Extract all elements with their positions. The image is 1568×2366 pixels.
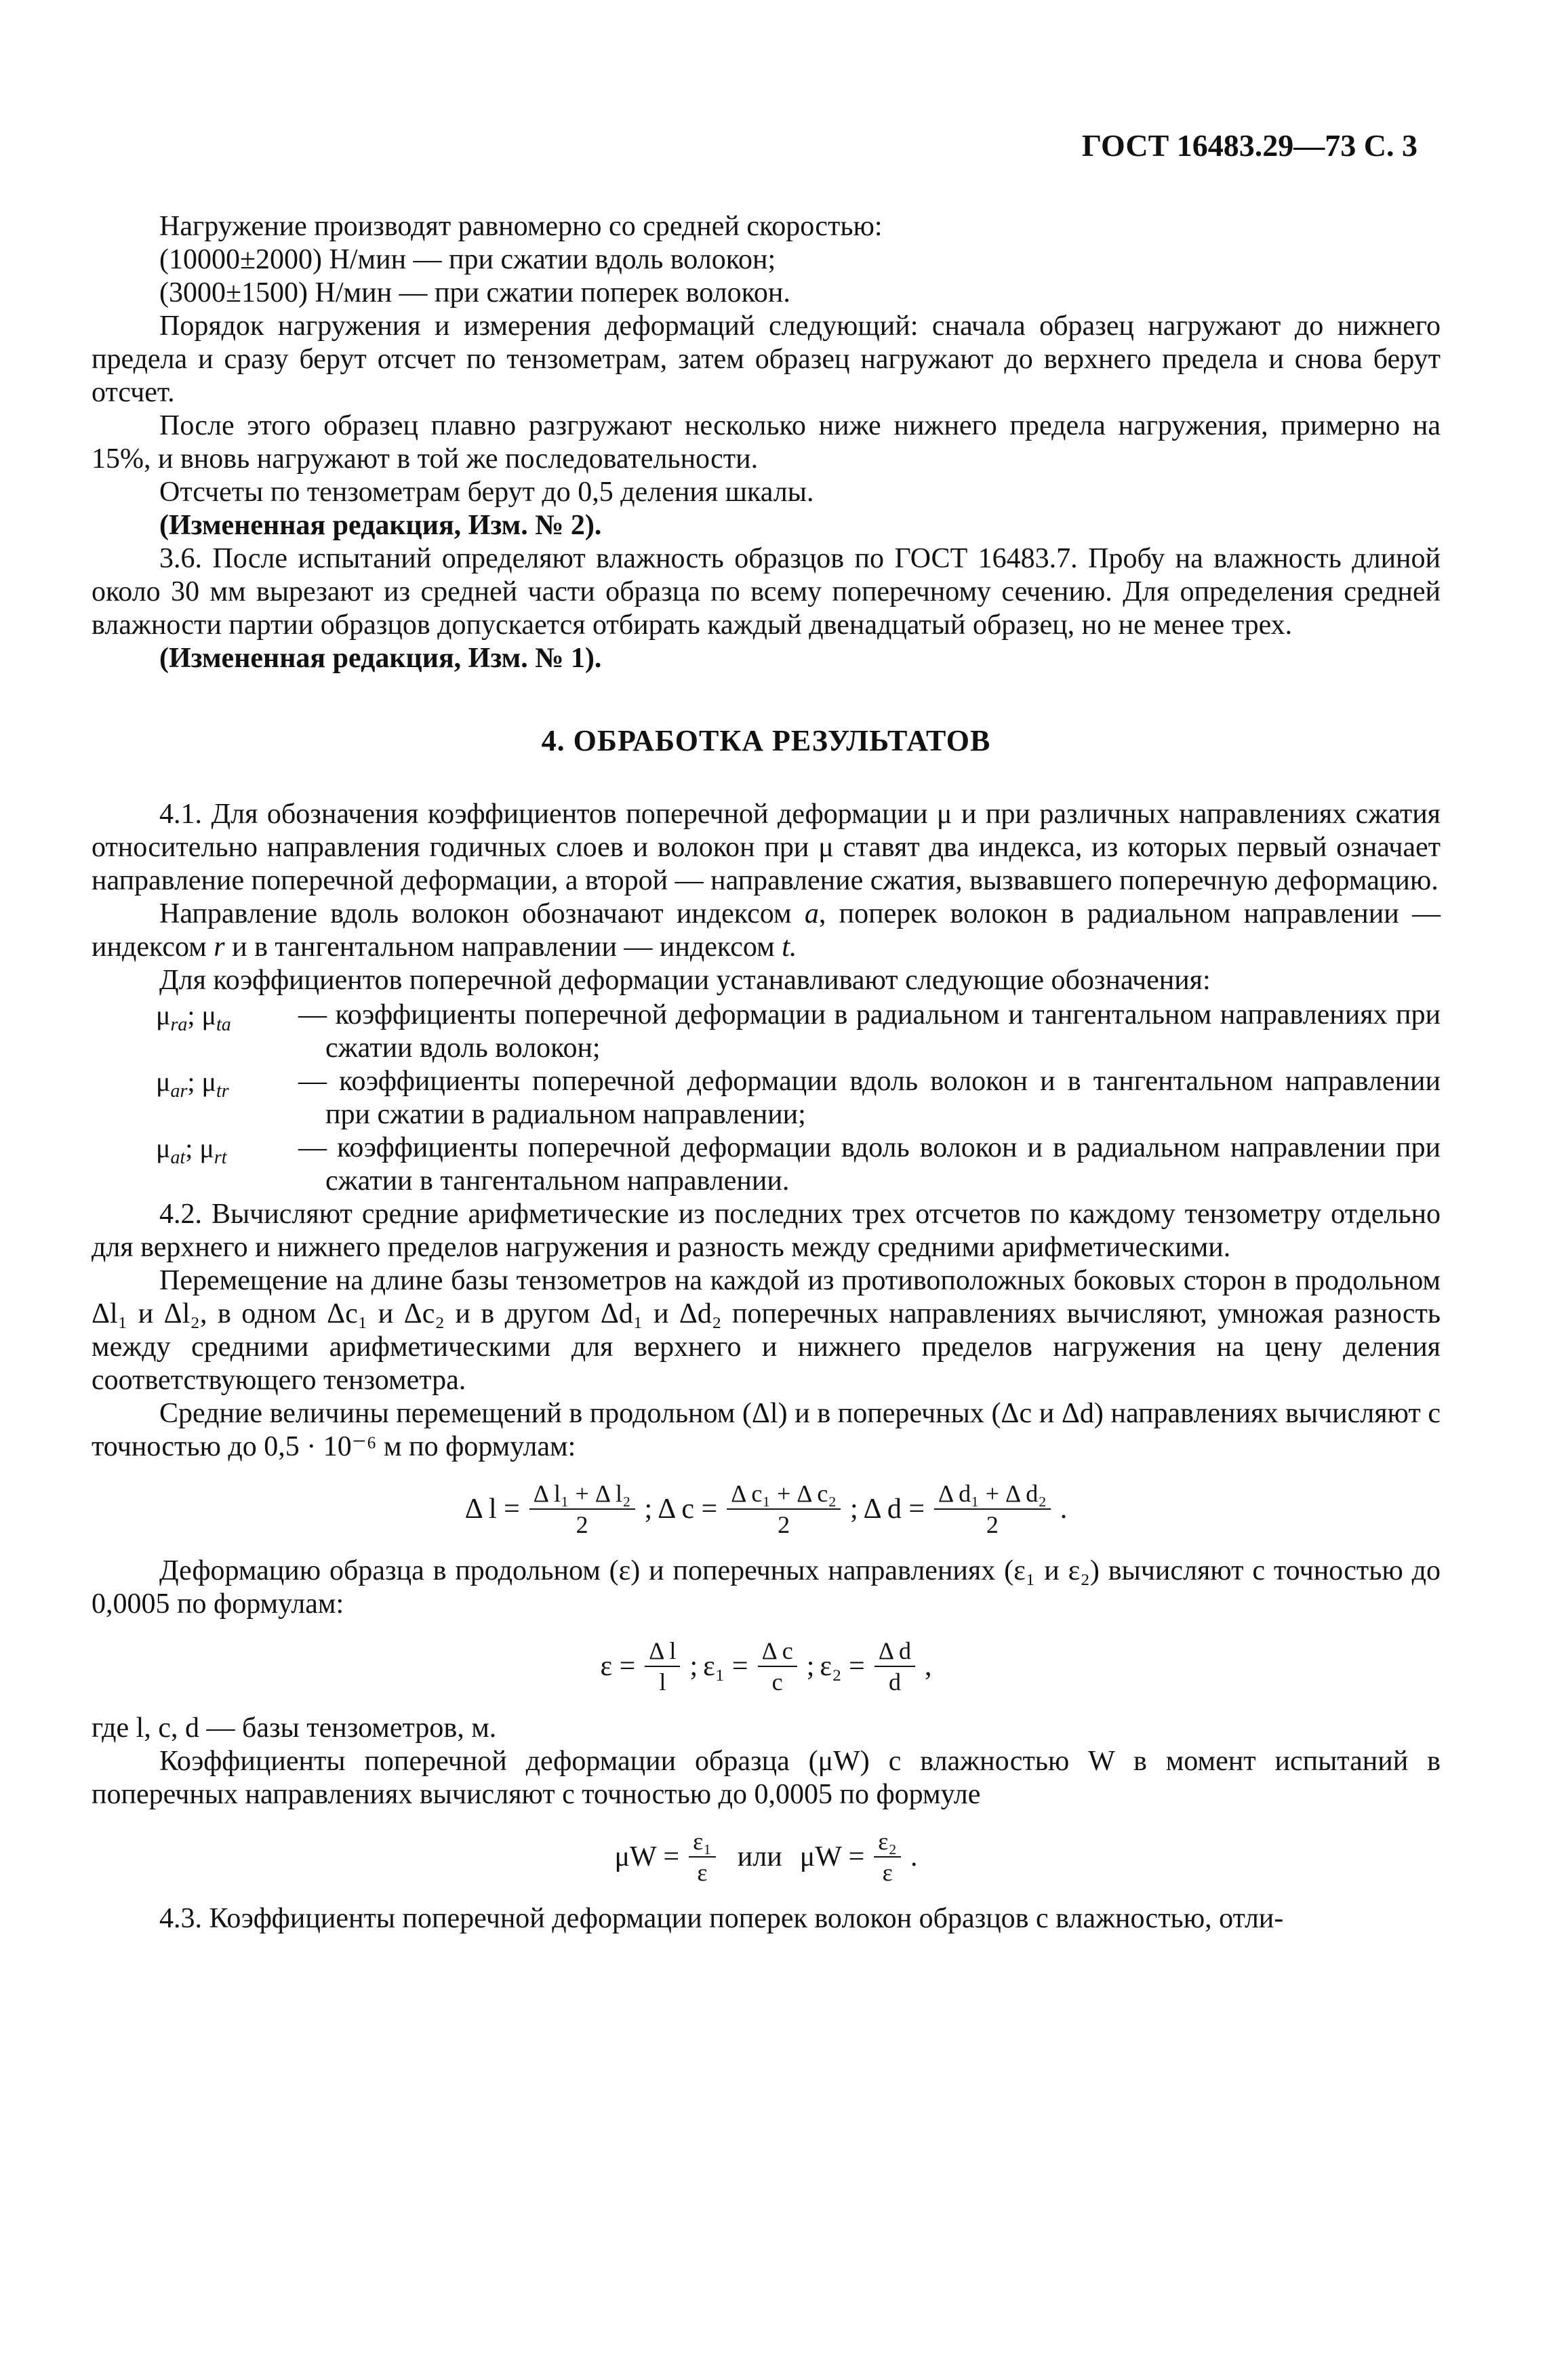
numerator: Δ l bbox=[645, 1636, 680, 1667]
formula-lhs: Δ c = bbox=[658, 1493, 718, 1525]
subscript: tr bbox=[216, 1081, 229, 1102]
formula-lhs: ε₂ = bbox=[820, 1650, 865, 1682]
amendment-note: (Измененная редакция, Изм. № 1). bbox=[159, 643, 602, 674]
formula-lhs: ε₁ = bbox=[703, 1650, 748, 1682]
denominator: d bbox=[888, 1668, 901, 1696]
fraction bbox=[875, 1636, 915, 1697]
section-title: 4. ОБРАБОТКА РЕЗУЛЬТАТОВ bbox=[541, 724, 991, 757]
or-word: или bbox=[737, 1841, 782, 1872]
formula-lhs: μW = bbox=[799, 1841, 865, 1872]
numerator: Δ d₁ + Δ d₂ bbox=[934, 1479, 1051, 1510]
separator: ; bbox=[806, 1650, 815, 1682]
numerator: Δ c₁ + Δ c₂ bbox=[727, 1479, 841, 1510]
paragraph: 4.1. Для обозначения коэффициентов поперечной деформации μ и при различных направлениях сжатия относительно направления годичных слоев и волокон при μ ставят два индекса, из которых первый означает направление поперечной деформации, а второй — направление сжатия, вызвавшего поперечную деформацию. bbox=[92, 799, 1441, 896]
definition-item bbox=[156, 1065, 1441, 1131]
numerator: Δ d bbox=[875, 1636, 915, 1667]
fraction bbox=[529, 1479, 635, 1540]
paragraph: Коэффициенты поперечной деформации образца (μW) с влажностью W в момент испытаний в поперечных направлениях вычисляют с точностью до 0,0005 по формуле bbox=[92, 1746, 1441, 1810]
definition-text: — коэффициенты поперечной деформации вдоль волокон и в тангентальном направлении при сжатии в радиальном направлении; bbox=[298, 1066, 1441, 1130]
denominator: l bbox=[659, 1668, 666, 1696]
denominator: c bbox=[771, 1668, 783, 1696]
subscript: ra bbox=[170, 1014, 188, 1035]
paragraph: Для коэффициентов поперечной деформации устанавливают следующие обозначения: bbox=[159, 965, 1211, 996]
fraction bbox=[758, 1636, 797, 1697]
fraction bbox=[874, 1826, 901, 1887]
formula-lhs: ε = bbox=[600, 1650, 636, 1682]
paragraph: Средние величины перемещений в продольном (Δl) и в поперечных (Δc и Δd) направлениях вычисляют с точностью до 0,5 · 10⁻⁶ м по формулам: bbox=[92, 1398, 1441, 1462]
page-header: ГОСТ 16483.29—73 С. 3 bbox=[1081, 128, 1418, 163]
mu-symbol: μ bbox=[156, 1000, 171, 1030]
definitions-list bbox=[156, 999, 1441, 1198]
fraction bbox=[689, 1826, 716, 1887]
paragraph: 4.2. Вычисляют средние арифметические из последних трех отсчетов по каждому тензометру отдельно для верхнего и нижнего пределов нагружения и разность между средними арифметическими. bbox=[92, 1199, 1441, 1263]
index-symbol: t. bbox=[782, 931, 797, 963]
numerator: Δ l₁ + Δ l₂ bbox=[529, 1479, 635, 1510]
text: Направление вдоль волокон обозначают индексом bbox=[159, 898, 805, 929]
formula-strains bbox=[92, 1636, 1441, 1697]
mu-symbol: μ bbox=[201, 1066, 216, 1097]
numerator: Δ c bbox=[758, 1636, 797, 1667]
paragraph: Перемещение на длине базы тензометров на каждой из противоположных боковых сторон в продольном Δl₁ и Δl₂, в одном Δc₁ и Δc₂ и в другом Δd₁ и Δd₂ поперечных направлениях вычисляют, умножая разность между средними арифметическими для верхнего и нижнего пределов нагружения на цену деления соответствующего тензометра. bbox=[92, 1265, 1441, 1396]
separator: ; bbox=[689, 1650, 698, 1682]
page-content bbox=[92, 210, 1441, 1936]
paragraph: 4.3. Коэффициенты поперечной деформации поперек волокон образцов с влажностью, отли- bbox=[159, 1903, 1284, 1934]
denominator: 2 bbox=[986, 1511, 999, 1538]
mu-symbol: μ bbox=[201, 1000, 216, 1030]
separator: ; bbox=[849, 1493, 858, 1525]
definition-symbol: $\mu_{at}$; $\mu_{rt}$ bbox=[156, 1133, 227, 1168]
definition-symbol: $\mu_{ra}$; $\mu_{ta}$ bbox=[156, 1000, 231, 1035]
denominator: 2 bbox=[778, 1511, 790, 1538]
paragraph: Деформацию образца в продольном (ε) и поперечных направлениях (ε₁ и ε₂) вычисляют с точностью до 0,0005 по формулам: bbox=[92, 1555, 1441, 1620]
formula-lhs: Δ d = bbox=[863, 1493, 925, 1525]
mu-symbol: μ bbox=[156, 1066, 171, 1097]
subscript: at bbox=[170, 1147, 186, 1168]
terminator: . bbox=[910, 1841, 918, 1872]
paragraph: (3000±1500) Н/мин — при сжатии поперек волокон. bbox=[159, 277, 790, 308]
subscript: ta bbox=[216, 1014, 231, 1035]
mu-symbol: μ bbox=[199, 1133, 214, 1163]
subscript: ar bbox=[170, 1081, 188, 1102]
paragraph: Нагружение производят равномерно со средней скоростью: bbox=[159, 211, 883, 242]
denominator: 2 bbox=[576, 1511, 588, 1538]
definition-item bbox=[156, 999, 1441, 1065]
amendment-note: (Измененная редакция, Изм. № 2). bbox=[159, 510, 602, 541]
denominator: ε bbox=[882, 1859, 893, 1886]
separator: ; bbox=[644, 1493, 653, 1525]
paragraph bbox=[92, 898, 1441, 964]
formula-lhs: Δ l = bbox=[464, 1493, 520, 1525]
paragraph: 3.6. После испытаний определяют влажность образцов по ГОСТ 16483.7. Пробу на влажность длиной около 30 мм вырезают из средней части образца по всему поперечному сечению. Для определения средней влажности партии образцов допускается отбирать каждый двенадцатый образец, но не менее трех. bbox=[92, 543, 1441, 641]
fraction bbox=[934, 1479, 1051, 1540]
definition-symbol: $\mu_{ar}$; $\mu_{tr}$ bbox=[156, 1066, 229, 1102]
definition-text: — коэффициенты поперечной деформации вдоль волокон и в радиальном направлении при сжатии в тангентальном направлении. bbox=[298, 1132, 1441, 1197]
mu-symbol: μ bbox=[156, 1133, 171, 1163]
formula-lhs: μW = bbox=[614, 1841, 680, 1872]
definition-text: — коэффициенты поперечной деформации в радиальном и тангентальном направлениях при сжатии вдоль волокон; bbox=[298, 999, 1441, 1064]
paragraph: Порядок нагружения и измерения деформаций следующий: сначала образец нагружают до нижнего предела и сразу берут отсчет по тензометрам, затем образец нагружают до верхнего предела и снова берут отсчет. bbox=[92, 310, 1441, 408]
numerator: ε₂ bbox=[874, 1826, 901, 1858]
index-symbol: a bbox=[804, 898, 819, 929]
terminator: , bbox=[925, 1650, 932, 1682]
fraction bbox=[645, 1636, 680, 1697]
terminator: . bbox=[1060, 1493, 1068, 1525]
fraction bbox=[727, 1479, 841, 1540]
definition-item bbox=[156, 1131, 1441, 1198]
index-symbol: r bbox=[214, 931, 225, 963]
paragraph: После этого образец плавно разгружают несколько ниже нижнего предела нагружения, примерно на 15%, и вновь нагружают в той же последовательности. bbox=[92, 410, 1441, 475]
formula-poisson bbox=[92, 1826, 1441, 1887]
subscript: rt bbox=[214, 1147, 227, 1168]
numerator: ε₁ bbox=[689, 1826, 716, 1858]
denominator: ε bbox=[697, 1859, 708, 1886]
paragraph: Отсчеты по тензометрам берут до 0,5 деления шкалы. bbox=[159, 477, 814, 508]
paragraph: (10000±2000) Н/мин — при сжатии вдоль волокон; bbox=[159, 244, 776, 275]
paragraph: где l, c, d — базы тензометров, м. bbox=[92, 1712, 497, 1744]
formula-displacements bbox=[92, 1479, 1441, 1540]
text: , поперек волокон в радиальном направлении — индексом bbox=[92, 898, 1441, 963]
text: и в тангентальном направлении — индексом bbox=[224, 931, 782, 963]
